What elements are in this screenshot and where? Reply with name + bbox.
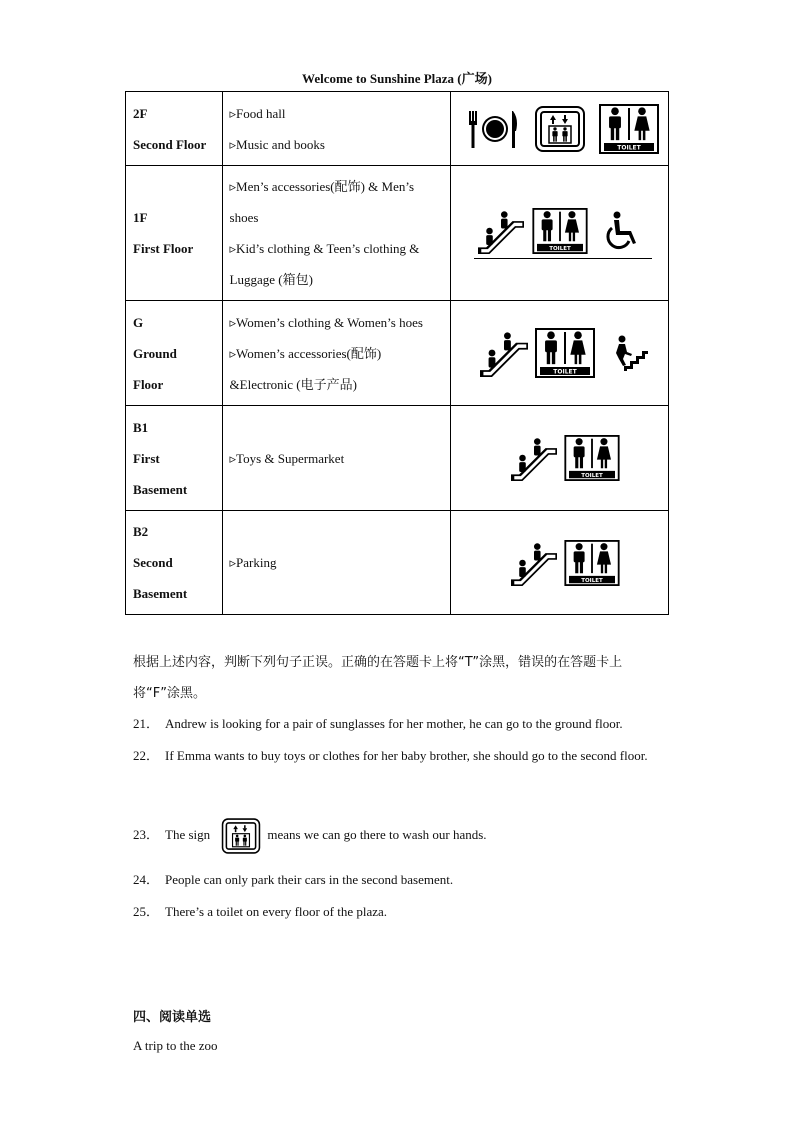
toilet-icon <box>599 104 659 154</box>
question-number: 25． <box>133 904 160 919</box>
question-text: People can only park their cars in the second basement. <box>165 872 454 887</box>
floor-name: Floor <box>133 376 164 392</box>
shop-line: ▹Women’s accessories(配饰) <box>229 345 382 361</box>
page-title: Welcome to Sunshine Plaza (广场) <box>302 71 492 86</box>
toilet-icon <box>531 208 589 254</box>
escalator-icon <box>474 208 528 254</box>
shop-line: ▹Food hall <box>229 105 286 121</box>
toilet-label: TOILET <box>617 144 642 151</box>
shop-line: ▹Kid’s clothing & Teen’s clothing & <box>229 241 420 256</box>
floor-name: Ground <box>133 345 177 361</box>
signs-cell <box>451 92 669 166</box>
toilet-label: TOILET <box>553 368 577 376</box>
floor-name: First <box>133 450 160 466</box>
shop-line: ▹Toys & Supermarket <box>229 450 345 466</box>
question-text: Andrew is looking for a pair of sunglasses for her mother, he can go to the ground floor. <box>165 716 623 731</box>
shop-line: ▹Parking <box>229 555 277 570</box>
toilet-icon <box>564 540 620 586</box>
table-row <box>126 166 669 301</box>
shop-line: shoes <box>229 210 259 225</box>
restaurant-icon <box>467 107 521 151</box>
plaza-directory-table <box>125 91 669 615</box>
shop-line: ▹Music and books <box>229 136 325 152</box>
floor-cell <box>126 406 223 511</box>
question-25 <box>133 902 387 922</box>
floor-name: Second Floor <box>133 136 207 152</box>
shops-cell <box>222 406 451 511</box>
floor-cell <box>126 166 223 301</box>
signs-cell <box>451 301 669 406</box>
toilet-label: TOILET <box>581 577 603 584</box>
question-number: 22． <box>133 748 160 763</box>
table-row <box>126 301 669 406</box>
floor-code: 1F <box>133 210 148 225</box>
shops-cell <box>222 166 451 301</box>
shop-line: Luggage (箱包) <box>229 272 313 287</box>
section-heading: 四、阅读单选 <box>133 1010 212 1025</box>
question-22 <box>133 740 663 771</box>
question-21 <box>133 714 623 734</box>
question-number: 23． <box>133 827 160 842</box>
floor-code: G <box>133 314 144 330</box>
toilet-icon <box>564 435 620 481</box>
table-row <box>126 406 669 511</box>
question-number: 24． <box>133 872 160 887</box>
floor-name: Basement <box>133 481 188 497</box>
signs-cell <box>451 511 669 615</box>
floor-code: B1 <box>133 419 149 435</box>
escalator-icon <box>476 329 532 377</box>
question-text: There’s a toilet on every floor of the plaza. <box>165 904 388 919</box>
passage-title: A trip to the zoo <box>133 1038 218 1053</box>
floor-cell <box>126 511 223 615</box>
stairs-icon <box>610 335 650 371</box>
floor-name: First Floor <box>133 241 194 256</box>
elevator-icon <box>221 817 261 855</box>
shops-cell <box>222 92 451 166</box>
toilet-label: TOILET <box>581 472 603 479</box>
shop-line: ▹Women’s clothing & Women’s hoes <box>229 314 423 330</box>
question-23 <box>133 815 487 855</box>
question-text-before: The sign <box>165 827 211 842</box>
question-text: If Emma wants to buy toys or clothes for her baby brother, she should go to the second floor. <box>165 748 648 763</box>
toilet-icon <box>535 328 595 378</box>
shops-cell <box>222 301 451 406</box>
wheelchair-icon <box>603 211 647 251</box>
signs-cell <box>451 166 669 301</box>
table-row <box>126 92 669 166</box>
floor-cell <box>126 92 223 166</box>
question-text-after: means we can go there to wash our hands. <box>267 827 487 842</box>
escalator-icon <box>507 435 561 481</box>
shop-line: ▹Men’s accessories(配饰) & Men’s <box>229 179 415 194</box>
table-row <box>126 511 669 615</box>
floor-code: 2F <box>133 105 148 121</box>
floor-code: B2 <box>133 524 149 539</box>
question-24 <box>133 870 453 890</box>
escalator-icon <box>507 540 561 586</box>
floor-name: Basement <box>133 586 188 601</box>
instructions: 根据上述内容，判断下列句子正误。正确的在答题卡上将“T”涂黑，错误的在答题卡上将“F”涂黑。 <box>133 655 623 701</box>
signs-cell <box>451 406 669 511</box>
floor-cell <box>126 301 223 406</box>
toilet-label: TOILET <box>549 245 572 252</box>
floor-name: Second <box>133 555 173 570</box>
shop-line: &Electronic (电子产品) <box>229 376 357 392</box>
shops-cell <box>222 511 451 615</box>
elevator-icon <box>534 105 586 153</box>
question-number: 21． <box>133 716 160 731</box>
